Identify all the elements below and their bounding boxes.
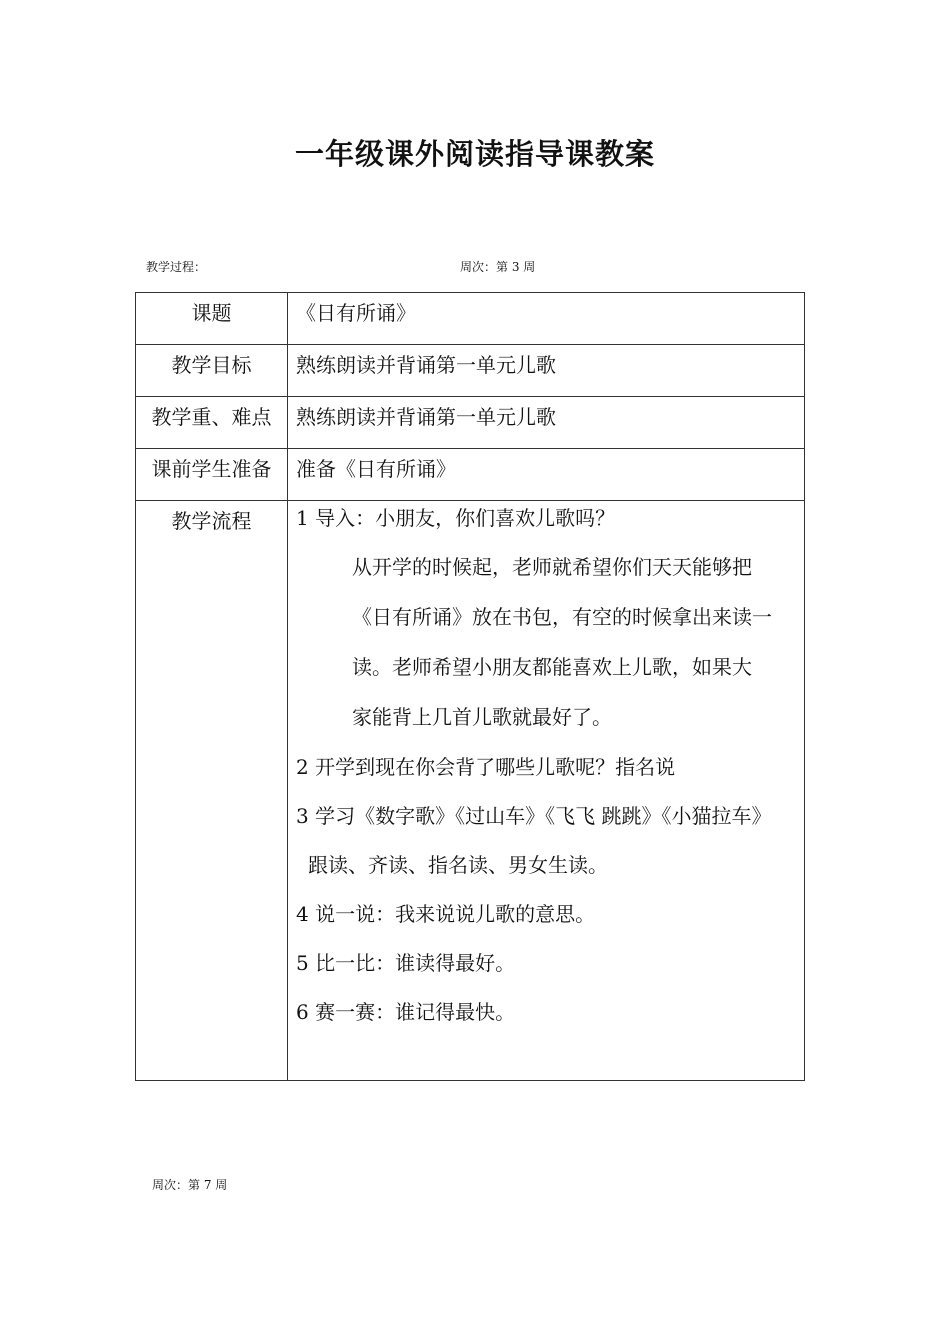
week-label-bottom: 周次：第 7 周 xyxy=(152,1178,228,1192)
row-label-key-points: 教学重、难点 xyxy=(136,397,288,449)
process-line: 5 比一比：谁读得最好。 xyxy=(296,951,516,975)
document-title: 一年级课外阅读指导课教案 xyxy=(294,137,655,171)
process-line: 6 赛一赛：谁记得最快。 xyxy=(296,1000,516,1024)
process-content xyxy=(288,501,805,1081)
process-line: 1 导入：小朋友，你们喜欢儿歌吗？ xyxy=(296,506,616,530)
process-line: 跟读、齐读、指名读、男女生读。 xyxy=(308,853,608,877)
process-line: 读。老师希望小朋友都能喜欢上儿歌，如果大 xyxy=(352,655,752,679)
week-label-top: 周次：第 3 周 xyxy=(460,260,536,274)
process-line: 4 说一说：我来说说儿歌的意思。 xyxy=(296,902,596,926)
row-label-goal: 教学目标 xyxy=(136,345,288,397)
row-value-topic: 《日有所诵》 xyxy=(288,293,805,345)
row-label-topic: 课题 xyxy=(136,293,288,345)
process-line: 3 学习《数字歌》《过山车》《飞飞 跳跳》《小猫拉车》 xyxy=(296,804,772,828)
table-row xyxy=(136,293,805,345)
row-value-preparation: 准备《日有所诵》 xyxy=(288,449,805,501)
row-value-goal: 熟练朗读并背诵第一单元儿歌 xyxy=(288,345,805,397)
process-line: 2 开学到现在你会背了哪些儿歌呢？指名说 xyxy=(296,755,676,779)
process-line: 家能背上几首儿歌就最好了。 xyxy=(352,705,612,729)
lesson-plan-table xyxy=(135,292,805,1081)
table-row xyxy=(136,397,805,449)
table-row xyxy=(136,501,805,1081)
row-label-process: 教学流程 xyxy=(136,501,288,1081)
process-label: 教学过程： xyxy=(146,260,207,274)
table-row xyxy=(136,345,805,397)
row-label-preparation: 课前学生准备 xyxy=(136,449,288,501)
process-line: 《日有所诵》放在书包，有空的时候拿出来读一 xyxy=(352,605,772,629)
process-line: 从开学的时候起，老师就希望你们天天能够把 xyxy=(352,555,752,579)
table-row xyxy=(136,449,805,501)
row-value-key-points: 熟练朗读并背诵第一单元儿歌 xyxy=(288,397,805,449)
